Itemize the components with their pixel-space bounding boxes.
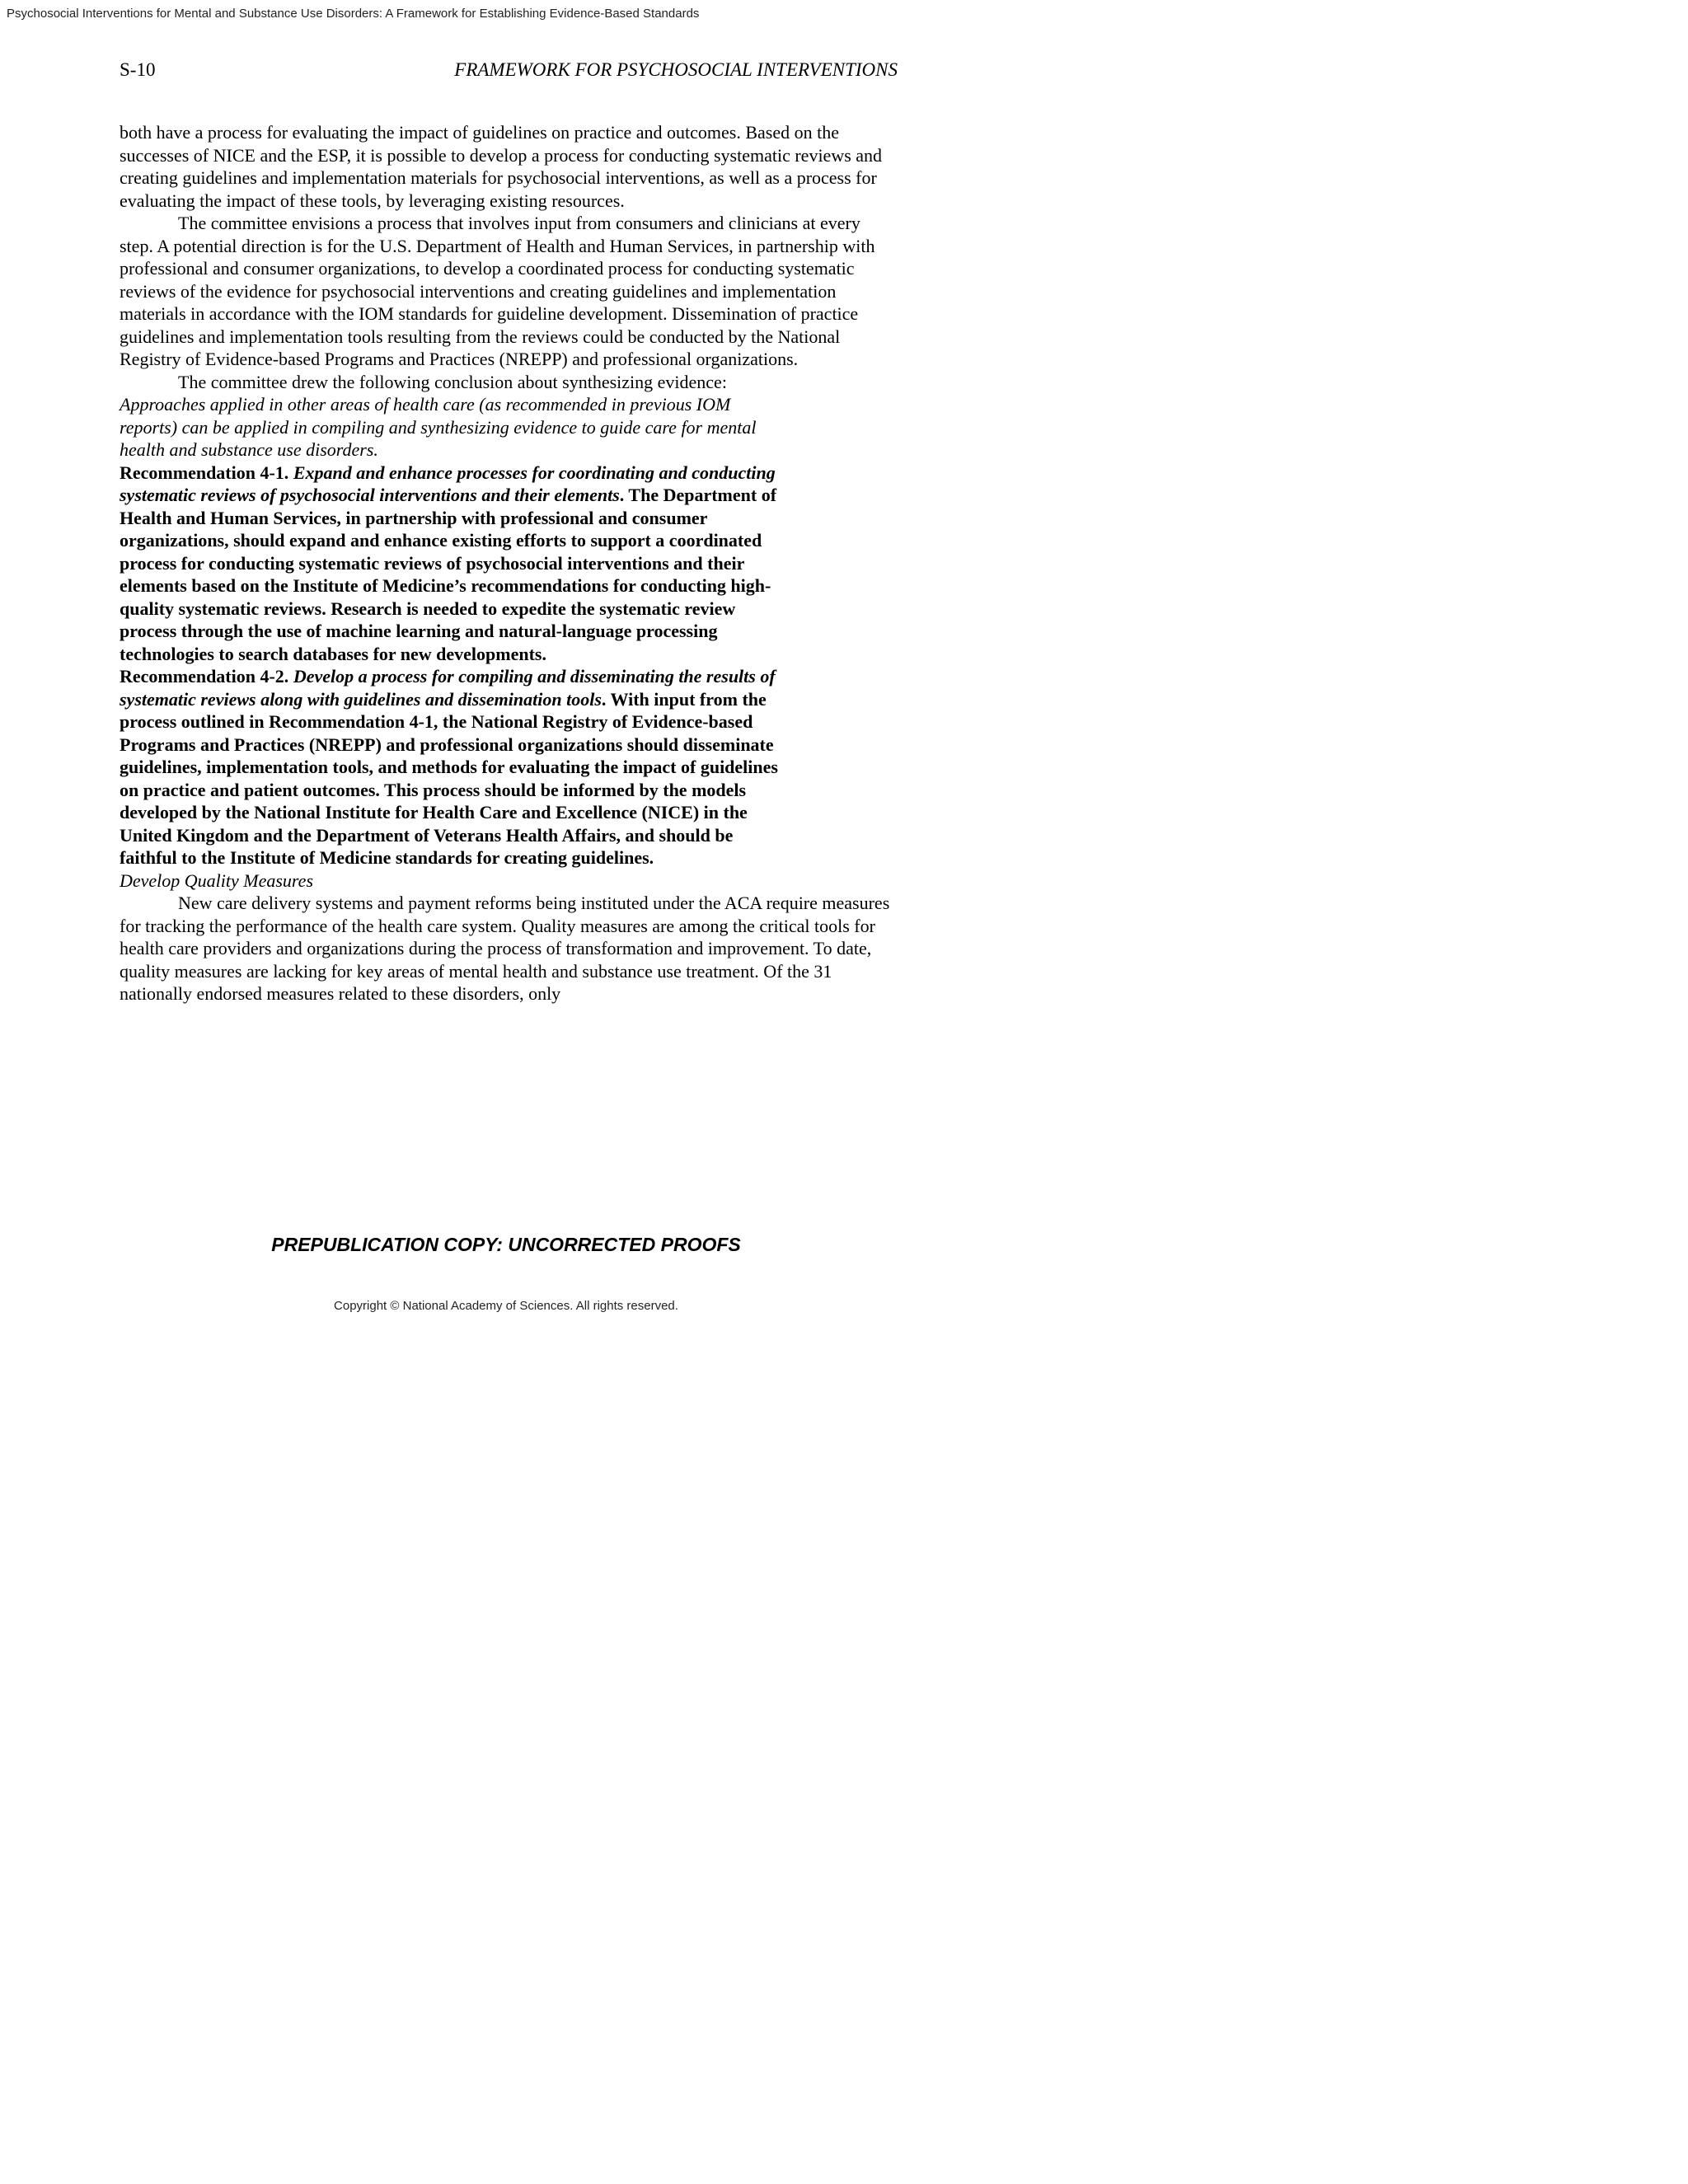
paragraph-continued: both have a process for evaluating the impact of guidelines on practice and outcomes. Based on the successes of NICE and the ESP, it is possible to develop a process for conducting systematic reviews and creating guidelines and implementation materials for psychosocial interventions, as well as a process for evaluating the impact of these tools, by leveraging existing resources. [120, 122, 883, 211]
recommendation-heading: Expand and enhance processes for coordinating and conducting systematic reviews of psychosocial interventions and their elements [120, 462, 776, 505]
paragraph-conclusion-intro: The committee drew the following conclusion about synthesizing evidence: [178, 371, 727, 392]
recommendation-text: The Department of Health and Human Services, in partnership with professional and consumer organizations, should expand and enhance existing efforts to support a coordinated process for conducting systematic reviews of psychosocial interventions and their elements based on the Institute of Medicine’s recommendations for conducting high-quality systematic reviews. Research is needed to expedite the systematic review process through the use of machine learning and natural-language processing technologies to search databases for new developments. [120, 485, 777, 664]
page-body [120, 121, 898, 1005]
copyright-notice: Copyright © National Academy of Sciences. All rights reserved. [334, 1299, 678, 1313]
recommendation-label: Recommendation 4-2. [120, 666, 289, 687]
recommendation-text: With input from the process outlined in Recommendation 4-1, the National Registry of Evidence-based Programs and Practices (NREPP) and professional organizations should disseminate guidelines, implementation tools, and methods for evaluating the impact of guidelines on practice and patient outcomes. This process should be informed by the models developed by the National Institute for Health Care and Excellence (NICE) in the United Kingdom and the Department of Veterans Health Affairs, and should be faithful to the Institute of Medicine standards for creating guidelines. [120, 688, 778, 868]
page-number: S-10 [120, 59, 156, 80]
prepublication-notice: PREPUBLICATION COPY: UNCORRECTED PROOFS [271, 1234, 741, 1255]
paragraph-quality-measures: New care delivery systems and payment reforms being instituted under the ACA require measures for tracking the performance of the health care system. Quality measures are among the critical tools for health care providers and organizations during the process of transformation and improvement. To date, quality measures are lacking for key areas of mental health and substance use treatment. Of the 31 nationally endorsed measures related to these disorders, only [120, 893, 890, 1004]
document-window-title: Psychosocial Interventions for Mental and Substance Use Disorders: A Framework for Establishing Evidence-Based Standards [7, 7, 700, 21]
recommendation-4-1 [120, 462, 779, 666]
recommendation-heading-period: . [619, 485, 625, 505]
recommendation-4-2 [120, 665, 779, 869]
section-heading: Develop Quality Measures [120, 869, 314, 891]
running-title: FRAMEWORK FOR PSYCHOSOCIAL INTERVENTIONS [454, 59, 898, 80]
recommendation-heading: Develop a process for compiling and disseminating the results of systematic reviews along with guidelines and dissemination tools [120, 666, 776, 710]
recommendation-label: Recommendation 4-1. [120, 462, 289, 483]
paragraph-committee-process: The committee envisions a process that involves input from consumers and clinicians at every step. A potential direction is for the U.S. Department of Health and Human Services, in partnership with professional and consumer organizations, to develop a coordinated process for conducting systematic reviews of the evidence for psychosocial interventions and creating guidelines and implementation materials in accordance with the IOM standards for guideline development. Dissemination of practice guidelines and implementation tools resulting from the reviews could be conducted by the National Registry of Evidence-based Programs and Practices (NREPP) and professional organizations. [120, 213, 875, 369]
conclusion-statement: Approaches applied in other areas of health care (as recommended in previous IOM reports) can be applied in compiling and synthesizing evidence to guide care for mental health and substance use disorders. [120, 394, 757, 460]
running-header [120, 59, 898, 81]
recommendation-heading-period: . [601, 688, 607, 710]
